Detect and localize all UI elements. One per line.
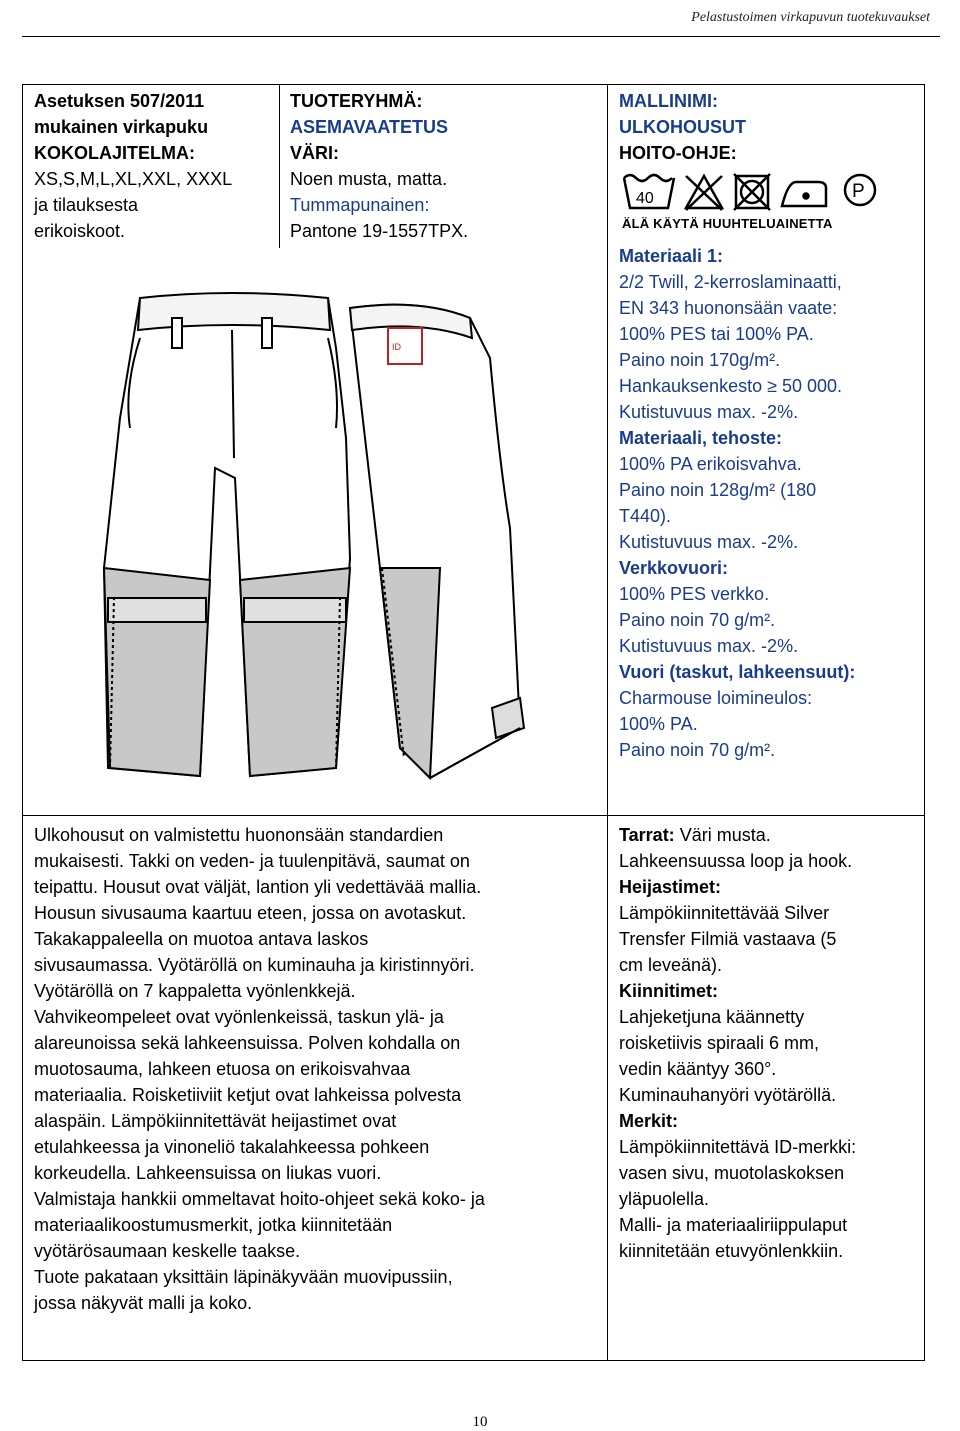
description-line: Takakappaleella on muotoa antava laskos xyxy=(34,929,369,949)
material-line: Kutistuvuus max. -2%. xyxy=(619,402,799,422)
description-line: Tuote pakataan yksittäin läpinäkyvään muovipussiin, xyxy=(34,1267,453,1287)
product-description xyxy=(34,822,604,1316)
divider xyxy=(22,815,925,816)
detail-line xyxy=(619,1108,919,1134)
sizes-label: KOKOLAJITELMA: xyxy=(34,143,195,163)
description-line: sivusaumassa. Vyötäröllä on kuminauha ja kiristinnyöri. xyxy=(34,955,475,975)
description-line: muotosauma, lahkeen etuosa on erikoisvahvaa xyxy=(34,1059,411,1079)
detail-text: Lämpökiinnitettävä ID-merkki: xyxy=(619,1137,857,1157)
detail-line xyxy=(619,848,919,874)
detail-line xyxy=(619,1186,919,1212)
material-heading: Verkkovuori: xyxy=(619,558,729,578)
material-line: EN 343 huononsään vaate: xyxy=(619,298,838,318)
detail-label: Heijastimet: xyxy=(619,877,722,897)
model-label: MALLINIMI: xyxy=(619,91,718,111)
group-value: ASEMAVAATETUS xyxy=(290,117,449,137)
description-line: materiaalikoostumusmerkit, jotka kiinnitetään xyxy=(34,1215,393,1235)
detail-line xyxy=(619,1212,919,1238)
sizes-value: ja tilauksesta xyxy=(34,195,139,215)
description-line: vyötärösaumaan keskelle taakse. xyxy=(34,1241,301,1261)
detail-line xyxy=(619,1056,919,1082)
material-line: Kutistuvuus max. -2%. xyxy=(619,636,799,656)
svg-text:P: P xyxy=(852,181,865,202)
material-heading: Vuori (taskut, lahkeensuut): xyxy=(619,662,856,682)
detail-label: Merkit: xyxy=(619,1111,679,1131)
color-value: Pantone 19-1557TPX. xyxy=(290,221,469,241)
regulation-line: Asetuksen 507/2011 xyxy=(34,91,205,111)
description-line: jossa näkyvät malli ja koko. xyxy=(34,1293,253,1313)
material-line: 100% PES verkko. xyxy=(619,584,770,604)
running-header: Pelastustoimen virkapuvun tuotekuvaukset xyxy=(691,10,930,25)
care-note: ÄLÄ KÄYTÄ HUUHTELUAINETTA xyxy=(622,216,833,231)
detail-text: Lämpökiinnitettävää Silver xyxy=(619,903,830,923)
group-cell xyxy=(290,88,600,244)
model-value: ULKOHOUSUT xyxy=(619,117,746,137)
detail-line xyxy=(619,1082,919,1108)
description-line: etulahkeessa ja vinoneliö takalahkeessa pohkeen xyxy=(34,1137,430,1157)
detail-line xyxy=(619,926,919,952)
description-line: Vahvikeompeleet ovat vyönlenkeissä, taskun ylä- ja xyxy=(34,1007,444,1027)
sizes-value: XS,S,M,L,XL,XXL, XXXL xyxy=(34,169,233,189)
side-trousers-drawing xyxy=(350,305,524,778)
divider xyxy=(607,84,608,1361)
svg-text:40: 40 xyxy=(636,190,654,207)
sizes-value: erikoiskoot. xyxy=(34,221,126,241)
no-bleach-icon xyxy=(686,176,722,210)
trousers-illustration xyxy=(100,268,530,796)
description-line: Housun sivusauma kaartuu eteen, jossa on avotaskut. xyxy=(34,903,467,923)
description-line: mukaisesti. Takki on veden- ja tuulenpitävä, saumat on xyxy=(34,851,470,871)
regulation-line: mukainen virkapuku xyxy=(34,117,209,137)
description-line: alareunoissa sekä lahkeensuissa. Polven kohdalla on xyxy=(34,1033,461,1053)
detail-line xyxy=(619,978,919,1004)
detail-line xyxy=(619,1030,919,1056)
detail-text: cm leveänä). xyxy=(619,955,723,975)
color-label: VÄRI: xyxy=(290,143,339,163)
material-line: 2/2 Twill, 2-kerroslaminaatti, xyxy=(619,272,842,292)
svg-text:ID: ID xyxy=(392,342,401,352)
regulation-cell xyxy=(34,88,279,244)
product-details xyxy=(619,822,919,1264)
material-heading: Materiaali 1: xyxy=(619,246,724,266)
material-line: Hankauksenkesto ≥ 50 000. xyxy=(619,376,843,396)
wash-40-icon xyxy=(624,175,674,208)
detail-text: Lahkeensuussa loop ja hook. xyxy=(619,851,853,871)
detail-text: yläpuolella. xyxy=(619,1189,710,1209)
header-rule xyxy=(22,36,940,37)
color-value: Tummapunainen: xyxy=(290,195,430,215)
detail-line xyxy=(619,1134,919,1160)
material-line: Paino noin 128g/m² (180 xyxy=(619,480,817,500)
detail-text: vasen sivu, muotolaskoksen xyxy=(619,1163,845,1183)
material-line: T440). xyxy=(619,506,672,526)
detail-line xyxy=(619,952,919,978)
detail-text: vedin kääntyy 360°. xyxy=(619,1059,777,1079)
material-line: 100% PA erikoisvahva. xyxy=(619,454,802,474)
detail-line xyxy=(619,1004,919,1030)
front-trousers-drawing xyxy=(104,293,350,776)
detail-line xyxy=(619,822,919,848)
detail-label: Kiinnitimet: xyxy=(619,981,718,1001)
model-cell xyxy=(619,88,919,166)
care-label: HOITO-OHJE: xyxy=(619,143,737,163)
color-value: Noen musta, matta. xyxy=(290,169,448,189)
material-line: 100% PES tai 100% PA. xyxy=(619,324,814,344)
no-tumble-dry-icon xyxy=(734,174,770,210)
detail-line xyxy=(619,874,919,900)
detail-text: Kuminauhanyöri vyötäröllä. xyxy=(619,1085,837,1105)
detail-line xyxy=(619,900,919,926)
description-line: Vyötäröllä on 7 kappaletta vyönlenkkejä. xyxy=(34,981,356,1001)
material-line: Kutistuvuus max. -2%. xyxy=(619,532,799,552)
description-line: teipattu. Housut ovat väljät, lantion yli vedettävää mallia. xyxy=(34,877,482,897)
iron-low-icon xyxy=(782,182,826,206)
description-line: Ulkohousut on valmistettu huononsään standardien xyxy=(34,825,444,845)
description-line: materiaalia. Roisketiiviit ketjut ovat lahkeissa polvesta xyxy=(34,1085,462,1105)
dry-clean-p-icon xyxy=(845,175,875,205)
detail-text: Trensfer Filmiä vastaava (5 xyxy=(619,929,837,949)
detail-text: roisketiivis spiraali 6 mm, xyxy=(619,1033,820,1053)
description-line: korkeudella. Lahkeensuissa on liukas vuori. xyxy=(34,1163,382,1183)
group-label: TUOTERYHMÄ: xyxy=(290,91,423,111)
detail-text: kiinnitetään etuvyönlenkkiin. xyxy=(619,1241,844,1261)
detail-line xyxy=(619,1238,919,1264)
material-line: Paino noin 170g/m². xyxy=(619,350,781,370)
description-line: alaspäin. Lämpökiinnitettävät heijastimet ovat xyxy=(34,1111,397,1131)
material-line: 100% PA. xyxy=(619,714,698,734)
material-line: Paino noin 70 g/m². xyxy=(619,610,776,630)
material-line: Paino noin 70 g/m². xyxy=(619,740,776,760)
description-line: Valmistaja hankkii ommeltavat hoito-ohjeet sekä koko- ja xyxy=(34,1189,485,1209)
material-heading: Materiaali, tehoste: xyxy=(619,428,783,448)
detail-text: Malli- ja materiaaliriippulaput xyxy=(619,1215,848,1235)
detail-label: Tarrat: xyxy=(619,825,675,845)
materials-list xyxy=(619,243,919,763)
detail-text: Väri musta. xyxy=(674,825,771,845)
page-number: 10 xyxy=(472,1414,488,1430)
detail-line xyxy=(619,1160,919,1186)
detail-text: Lahjeketjuna käännetty xyxy=(619,1007,805,1027)
divider xyxy=(279,84,280,248)
material-line: Charmouse loimineulos: xyxy=(619,688,813,708)
